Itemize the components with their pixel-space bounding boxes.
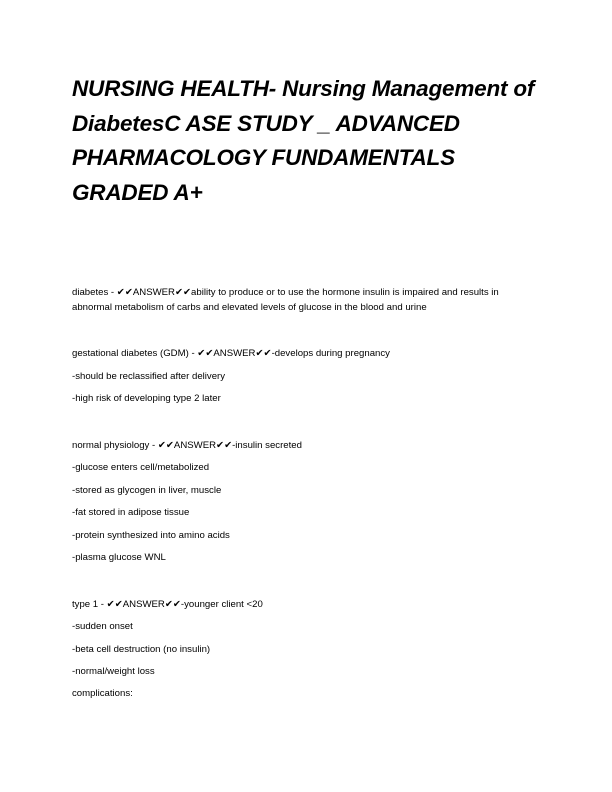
document-title: NURSING HEALTH- Nursing Management of DiabetesC ASE STUDY _ ADVANCED PHARMACOLOGY FUNDAMENTALS GRADED A+ (72, 76, 535, 205)
definition-type-1: type 1 - ✔✔ANSWER✔✔-younger client <20 (72, 599, 263, 610)
definition-normal-physiology: normal physiology - ✔✔ANSWER✔✔-insulin secreted (72, 440, 302, 451)
list-item: -glucose enters cell/metabolized (72, 462, 210, 473)
list-item: -normal/weight loss (72, 666, 155, 677)
definition-gestational-diabetes: gestational diabetes (GDM) - ✔✔ANSWER✔✔-develops during pregnancy (72, 348, 390, 359)
list-item: -protein synthesized into amino acids (72, 530, 230, 541)
definition-diabetes: diabetes - ✔✔ANSWER✔✔ability to produce or to use the hormone insulin is impaired and results in abnormal metabolism of carbs and elevated levels of glucose in the blood and urine (72, 287, 499, 313)
list-item: complications: (72, 688, 133, 699)
list-item: -fat stored in adipose tissue (72, 507, 190, 518)
list-item: -stored as glycogen in liver, muscle (72, 485, 222, 496)
list-item: -beta cell destruction (no insulin) (72, 644, 211, 655)
list-item: -high risk of developing type 2 later (72, 393, 221, 404)
list-item: -plasma glucose WNL (72, 552, 166, 563)
list-item: -should be reclassified after delivery (72, 371, 226, 382)
list-item: -sudden onset (72, 621, 133, 632)
